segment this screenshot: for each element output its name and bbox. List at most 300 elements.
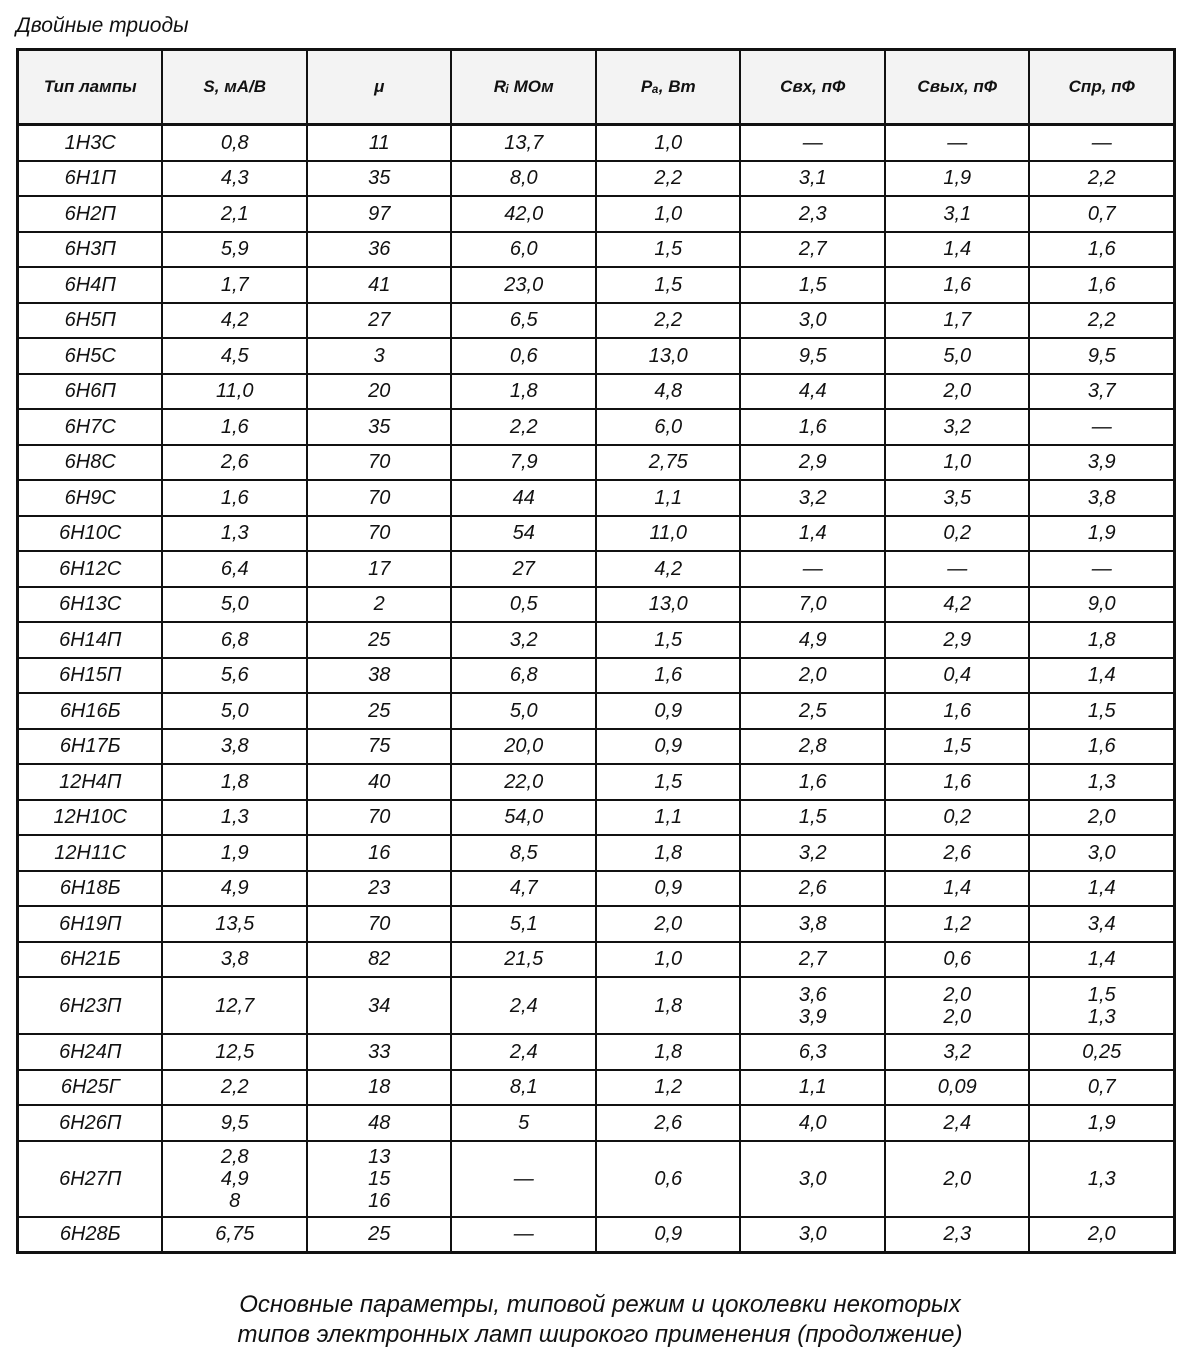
cell-value: 1,6 — [220, 486, 249, 509]
cell-value: 1,7 — [943, 309, 972, 332]
cell-input-capacitance — [740, 516, 885, 552]
cell-value: 6Н26П — [59, 1111, 122, 1134]
cell-value: 1,4 — [1087, 948, 1116, 971]
cell-internal-resistance — [451, 622, 596, 658]
cell-value: 3,4 — [1087, 912, 1116, 935]
cell-tube-type — [18, 267, 163, 303]
cell-value: 1,6 — [943, 273, 972, 296]
cell-value: 1,8 — [220, 770, 249, 793]
cell-value: 1,5 — [1087, 699, 1116, 722]
cell-value: 4,8 — [654, 380, 683, 403]
cell-value: 2,4 — [509, 1040, 538, 1063]
header-transfer-capacitance: Cпр, пФ — [1029, 50, 1174, 125]
cell-transconductance — [162, 374, 307, 410]
cell-transconductance — [162, 551, 307, 587]
cell-amplification-factor — [307, 516, 452, 552]
cell-value: 2,6 — [654, 1111, 683, 1134]
cell-output-capacitance — [885, 1141, 1030, 1217]
cell-value: 9,5 — [1087, 344, 1116, 367]
cell-input-capacitance — [740, 800, 885, 836]
cell-value: 6Н19П — [59, 912, 122, 935]
cell-value: 48 — [368, 1111, 391, 1134]
cell-value: 4,9 — [220, 1167, 249, 1190]
cell-value: 23,0 — [504, 273, 544, 296]
cell-input-capacitance — [740, 906, 885, 942]
cell-value: 3,1 — [798, 167, 827, 190]
cell-transfer-capacitance — [1029, 764, 1174, 800]
cell-amplification-factor — [307, 977, 452, 1034]
cell-transconductance — [162, 1105, 307, 1141]
cell-tube-type — [18, 1217, 163, 1253]
cell-value: 0,6 — [943, 948, 972, 971]
cell-value: 2,2 — [654, 309, 683, 332]
cell-value: 4,4 — [798, 380, 827, 403]
cell-tube-type — [18, 374, 163, 410]
cell-anode-power — [596, 125, 741, 161]
cell-value: 1,9 — [1087, 522, 1116, 545]
cell-amplification-factor — [307, 303, 452, 339]
cell-value: 3,9 — [1087, 451, 1116, 474]
cell-value: — — [802, 131, 823, 154]
cell-value: 2,3 — [798, 202, 827, 225]
cell-input-capacitance — [740, 1070, 885, 1106]
cell-value: 4,2 — [654, 557, 683, 580]
cell-anode-power — [596, 764, 741, 800]
cell-input-capacitance — [740, 977, 885, 1034]
cell-value: — — [947, 557, 968, 580]
cell-value: 7,0 — [798, 593, 827, 616]
cell-internal-resistance — [451, 1034, 596, 1070]
cell-input-capacitance — [740, 374, 885, 410]
cell-value: 6,4 — [220, 557, 249, 580]
cell-value: 13,0 — [648, 344, 688, 367]
cell-value: 2,0 — [654, 912, 683, 935]
cell-tube-type — [18, 161, 163, 197]
table-row — [18, 1217, 1175, 1253]
cell-value: 2,2 — [1087, 309, 1116, 332]
cell-value: 4,5 — [220, 344, 249, 367]
cell-value: 5,1 — [509, 912, 538, 935]
cell-transconductance — [162, 1070, 307, 1106]
cell-value: 1,6 — [1087, 238, 1116, 261]
cell-internal-resistance — [451, 800, 596, 836]
cell-value: 20 — [368, 380, 391, 403]
cell-value: 3 — [373, 344, 385, 367]
cell-value: 11,0 — [216, 380, 254, 403]
cell-value: 1,0 — [654, 202, 683, 225]
cell-value: 20,0 — [504, 735, 544, 758]
cell-value: 9,5 — [220, 1111, 249, 1134]
cell-anode-power — [596, 551, 741, 587]
cell-value: 12Н10С — [53, 806, 127, 829]
cell-internal-resistance — [451, 445, 596, 481]
cell-value: 1,6 — [943, 770, 972, 793]
cell-value: 6Н10С — [59, 522, 122, 545]
cell-output-capacitance — [885, 409, 1030, 445]
cell-value: 2,7 — [798, 948, 827, 971]
cell-tube-type — [18, 196, 163, 232]
cell-amplification-factor — [307, 232, 452, 268]
cell-value: 6Н7С — [64, 415, 116, 438]
cell-transfer-capacitance — [1029, 196, 1174, 232]
cell-tube-type — [18, 1070, 163, 1106]
cell-transconductance — [162, 622, 307, 658]
cell-value: 0,09 — [937, 1076, 977, 1099]
cell-amplification-factor — [307, 906, 452, 942]
cell-tube-type — [18, 906, 163, 942]
cell-value: 3,0 — [798, 309, 827, 332]
cell-value: 5,6 — [220, 664, 249, 687]
cell-value: 5,9 — [220, 238, 249, 261]
cell-amplification-factor — [307, 161, 452, 197]
cell-value: 1,9 — [1087, 1111, 1116, 1134]
cell-transfer-capacitance — [1029, 338, 1174, 374]
cell-transconductance — [162, 942, 307, 978]
cell-internal-resistance — [451, 409, 596, 445]
cell-value: 1,4 — [1087, 664, 1116, 687]
cell-value: 6,8 — [220, 628, 249, 651]
cell-value: 38 — [368, 664, 391, 687]
cell-value: 70 — [368, 486, 391, 509]
cell-value: 5,0 — [220, 593, 249, 616]
cell-value: 3,8 — [798, 912, 827, 935]
cell-amplification-factor — [307, 1070, 452, 1106]
cell-value: 1,4 — [943, 238, 972, 261]
cell-tube-type — [18, 693, 163, 729]
cell-transfer-capacitance — [1029, 1034, 1174, 1070]
header-internal-resistance: Rᵢ МОм — [451, 50, 596, 125]
cell-anode-power — [596, 303, 741, 339]
cell-value: 6Н15П — [59, 664, 122, 687]
cell-amplification-factor — [307, 1141, 452, 1217]
cell-value: 2,75 — [648, 451, 688, 474]
cell-amplification-factor — [307, 1217, 452, 1253]
table-row — [18, 1070, 1175, 1106]
cell-value: 1,6 — [1087, 273, 1116, 296]
cell-value: 1,6 — [798, 770, 827, 793]
cell-tube-type — [18, 303, 163, 339]
cell-value: 2,5 — [798, 699, 827, 722]
cell-value: 3,7 — [1087, 380, 1116, 403]
cell-transfer-capacitance — [1029, 1217, 1174, 1253]
cell-value: 4,2 — [220, 309, 249, 332]
cell-value: 8,5 — [509, 841, 538, 864]
cell-value: 25 — [368, 1223, 391, 1246]
cell-tube-type — [18, 658, 163, 694]
cell-value: 1,8 — [1087, 628, 1116, 651]
cell-internal-resistance — [451, 835, 596, 871]
cell-amplification-factor — [307, 800, 452, 836]
cell-amplification-factor — [307, 658, 452, 694]
cell-anode-power — [596, 871, 741, 907]
cell-value: 2,2 — [220, 1076, 249, 1099]
cell-amplification-factor — [307, 480, 452, 516]
table-row — [18, 1141, 1175, 1217]
cell-value: 4,9 — [220, 877, 249, 900]
cell-value: 8,0 — [509, 167, 538, 190]
cell-value: 4,7 — [509, 877, 538, 900]
cell-value: 3,2 — [943, 1040, 972, 1063]
table-row — [18, 622, 1175, 658]
cell-value: 2,8 — [798, 735, 827, 758]
cell-value: 1,9 — [220, 841, 249, 864]
cell-output-capacitance — [885, 1217, 1030, 1253]
cell-input-capacitance — [740, 445, 885, 481]
cell-output-capacitance — [885, 871, 1030, 907]
cell-value: 2,6 — [798, 877, 827, 900]
cell-input-capacitance — [740, 267, 885, 303]
cell-amplification-factor — [307, 1105, 452, 1141]
cell-anode-power — [596, 232, 741, 268]
cell-value: 97 — [368, 202, 391, 225]
cell-value: 8 — [229, 1189, 241, 1212]
table-header-row — [18, 50, 1175, 125]
cell-internal-resistance — [451, 1105, 596, 1141]
cell-value: 6Н12С — [59, 557, 122, 580]
cell-tube-type — [18, 800, 163, 836]
cell-amplification-factor — [307, 835, 452, 871]
cell-value: 23 — [368, 877, 391, 900]
table-row — [18, 587, 1175, 623]
cell-tube-type — [18, 551, 163, 587]
cell-input-capacitance — [740, 729, 885, 765]
cell-transfer-capacitance — [1029, 303, 1174, 339]
cell-transfer-capacitance — [1029, 161, 1174, 197]
cell-transfer-capacitance — [1029, 445, 1174, 481]
cell-value: 13,0 — [648, 593, 688, 616]
cell-tube-type — [18, 232, 163, 268]
cell-output-capacitance — [885, 729, 1030, 765]
cell-transfer-capacitance — [1029, 1141, 1174, 1217]
cell-transfer-capacitance — [1029, 587, 1174, 623]
header-tube-type: Тип лампы — [18, 50, 163, 125]
cell-amplification-factor — [307, 125, 452, 161]
cell-anode-power — [596, 161, 741, 197]
cell-value: 2,0 — [943, 1005, 972, 1028]
cell-internal-resistance — [451, 658, 596, 694]
cell-transfer-capacitance — [1029, 551, 1174, 587]
cell-internal-resistance — [451, 232, 596, 268]
cell-amplification-factor — [307, 374, 452, 410]
cell-transfer-capacitance — [1029, 232, 1174, 268]
cell-value: — — [1091, 557, 1112, 580]
cell-anode-power — [596, 480, 741, 516]
cell-amplification-factor — [307, 267, 452, 303]
cell-tube-type — [18, 729, 163, 765]
cell-value: 1,8 — [654, 841, 683, 864]
cell-value: 11,0 — [649, 522, 687, 545]
cell-value: 6Н4П — [64, 273, 116, 296]
cell-output-capacitance — [885, 445, 1030, 481]
cell-value: 1,4 — [1087, 877, 1116, 900]
cell-internal-resistance — [451, 906, 596, 942]
cell-value: 0,7 — [1087, 202, 1116, 225]
cell-transconductance — [162, 1141, 307, 1217]
cell-value: 6,0 — [654, 415, 683, 438]
cell-value: 16 — [368, 841, 391, 864]
cell-value: — — [513, 1167, 534, 1190]
cell-output-capacitance — [885, 374, 1030, 410]
cell-value: 1,8 — [654, 1040, 683, 1063]
table-row — [18, 480, 1175, 516]
cell-value: 44 — [512, 486, 535, 509]
cell-value: 0,2 — [943, 522, 972, 545]
cell-value: 1,3 — [1087, 770, 1116, 793]
cell-value: 6Н1П — [64, 167, 116, 190]
cell-value: 1,4 — [943, 877, 972, 900]
cell-value: 1Н3С — [64, 131, 116, 154]
cell-amplification-factor — [307, 551, 452, 587]
cell-value: 2,0 — [943, 1167, 972, 1190]
cell-transconductance — [162, 1034, 307, 1070]
cell-value: 0,5 — [509, 593, 538, 616]
cell-anode-power — [596, 693, 741, 729]
cell-value: 6,75 — [215, 1223, 255, 1246]
cell-value: 13,7 — [504, 131, 544, 154]
cell-anode-power — [596, 1141, 741, 1217]
cell-value: 7,9 — [509, 451, 538, 474]
cell-internal-resistance — [451, 1070, 596, 1106]
cell-input-capacitance — [740, 1217, 885, 1253]
cell-value: 6Н25Г — [60, 1076, 120, 1099]
cell-value: 1,0 — [943, 451, 972, 474]
cell-tube-type — [18, 409, 163, 445]
cell-amplification-factor — [307, 1034, 452, 1070]
cell-amplification-factor — [307, 942, 452, 978]
cell-input-capacitance — [740, 587, 885, 623]
cell-value: 6Н9С — [64, 486, 116, 509]
cell-value: 1,6 — [220, 415, 249, 438]
cell-value: 2,2 — [1087, 167, 1116, 190]
table-row — [18, 409, 1175, 445]
cell-value: 3,5 — [943, 486, 972, 509]
cell-transconductance — [162, 693, 307, 729]
cell-value: 1,6 — [943, 699, 972, 722]
cell-value: 1,3 — [1087, 1167, 1116, 1190]
cell-anode-power — [596, 1034, 741, 1070]
table-row — [18, 338, 1175, 374]
cell-anode-power — [596, 445, 741, 481]
cell-transconductance — [162, 871, 307, 907]
cell-transfer-capacitance — [1029, 267, 1174, 303]
cell-input-capacitance — [740, 942, 885, 978]
table-row — [18, 1105, 1175, 1141]
table-row — [18, 1034, 1175, 1070]
cell-anode-power — [596, 835, 741, 871]
cell-value: 35 — [368, 415, 391, 438]
cell-output-capacitance — [885, 125, 1030, 161]
cell-amplification-factor — [307, 409, 452, 445]
cell-anode-power — [596, 374, 741, 410]
cell-value: 27 — [512, 557, 535, 580]
cell-output-capacitance — [885, 658, 1030, 694]
cell-internal-resistance — [451, 338, 596, 374]
cell-transconductance — [162, 764, 307, 800]
cell-value: 6Н2П — [64, 202, 116, 225]
cell-value: 42,0 — [504, 202, 544, 225]
cell-internal-resistance — [451, 374, 596, 410]
cell-value: 41 — [368, 273, 391, 296]
cell-transfer-capacitance — [1029, 1070, 1174, 1106]
cell-value: 1,6 — [798, 415, 827, 438]
cell-value: 1,3 — [1087, 1005, 1116, 1028]
cell-value: 6Н3П — [64, 238, 116, 261]
cell-internal-resistance — [451, 729, 596, 765]
table-row — [18, 942, 1175, 978]
cell-output-capacitance — [885, 196, 1030, 232]
table-row — [18, 977, 1175, 1034]
cell-value: 0,4 — [943, 664, 972, 687]
table-row — [18, 729, 1175, 765]
cell-input-capacitance — [740, 232, 885, 268]
cell-value: 1,2 — [654, 1076, 683, 1099]
cell-input-capacitance — [740, 303, 885, 339]
cell-value: 6,0 — [509, 238, 538, 261]
cell-anode-power — [596, 658, 741, 694]
cell-transfer-capacitance — [1029, 977, 1174, 1034]
cell-anode-power — [596, 942, 741, 978]
cell-input-capacitance — [740, 871, 885, 907]
table-row — [18, 161, 1175, 197]
cell-value: 3,9 — [798, 1005, 827, 1028]
cell-output-capacitance — [885, 232, 1030, 268]
cell-amplification-factor — [307, 338, 452, 374]
cell-input-capacitance — [740, 622, 885, 658]
cell-value: 2,0 — [1087, 806, 1116, 829]
cell-value: 2 — [373, 593, 385, 616]
table-row — [18, 764, 1175, 800]
cell-anode-power — [596, 800, 741, 836]
cell-transfer-capacitance — [1029, 942, 1174, 978]
parameters-table — [16, 48, 1176, 1254]
header-output-capacitance: Cвых, пФ — [885, 50, 1030, 125]
cell-transfer-capacitance — [1029, 906, 1174, 942]
cell-value: 5 — [518, 1111, 530, 1134]
table-row — [18, 906, 1175, 942]
cell-value: 13,5 — [215, 912, 255, 935]
cell-anode-power — [596, 729, 741, 765]
cell-value: 6Н18Б — [59, 877, 121, 900]
cell-value: 3,2 — [798, 486, 827, 509]
cell-value: 6,8 — [509, 664, 538, 687]
cell-output-capacitance — [885, 764, 1030, 800]
cell-transconductance — [162, 445, 307, 481]
cell-amplification-factor — [307, 196, 452, 232]
cell-value: 1,3 — [220, 806, 249, 829]
cell-value: 17 — [368, 557, 391, 580]
cell-transconductance — [162, 800, 307, 836]
cell-input-capacitance — [740, 125, 885, 161]
cell-value: 6Н24П — [59, 1040, 122, 1063]
cell-anode-power — [596, 1070, 741, 1106]
table-row — [18, 871, 1175, 907]
cell-value: 6Н16Б — [59, 699, 121, 722]
cell-value: 1,0 — [654, 131, 683, 154]
cell-output-capacitance — [885, 551, 1030, 587]
table-row — [18, 835, 1175, 871]
cell-value: 1,6 — [654, 664, 683, 687]
cell-transfer-capacitance — [1029, 1105, 1174, 1141]
cell-value: 70 — [368, 522, 391, 545]
cell-value: 0,9 — [654, 1223, 683, 1246]
cell-input-capacitance — [740, 480, 885, 516]
cell-value: 75 — [368, 735, 391, 758]
cell-value: 1,1 — [654, 806, 683, 829]
cell-value: 0,25 — [1082, 1040, 1122, 1063]
cell-tube-type — [18, 977, 163, 1034]
cell-transconductance — [162, 587, 307, 623]
cell-internal-resistance — [451, 516, 596, 552]
